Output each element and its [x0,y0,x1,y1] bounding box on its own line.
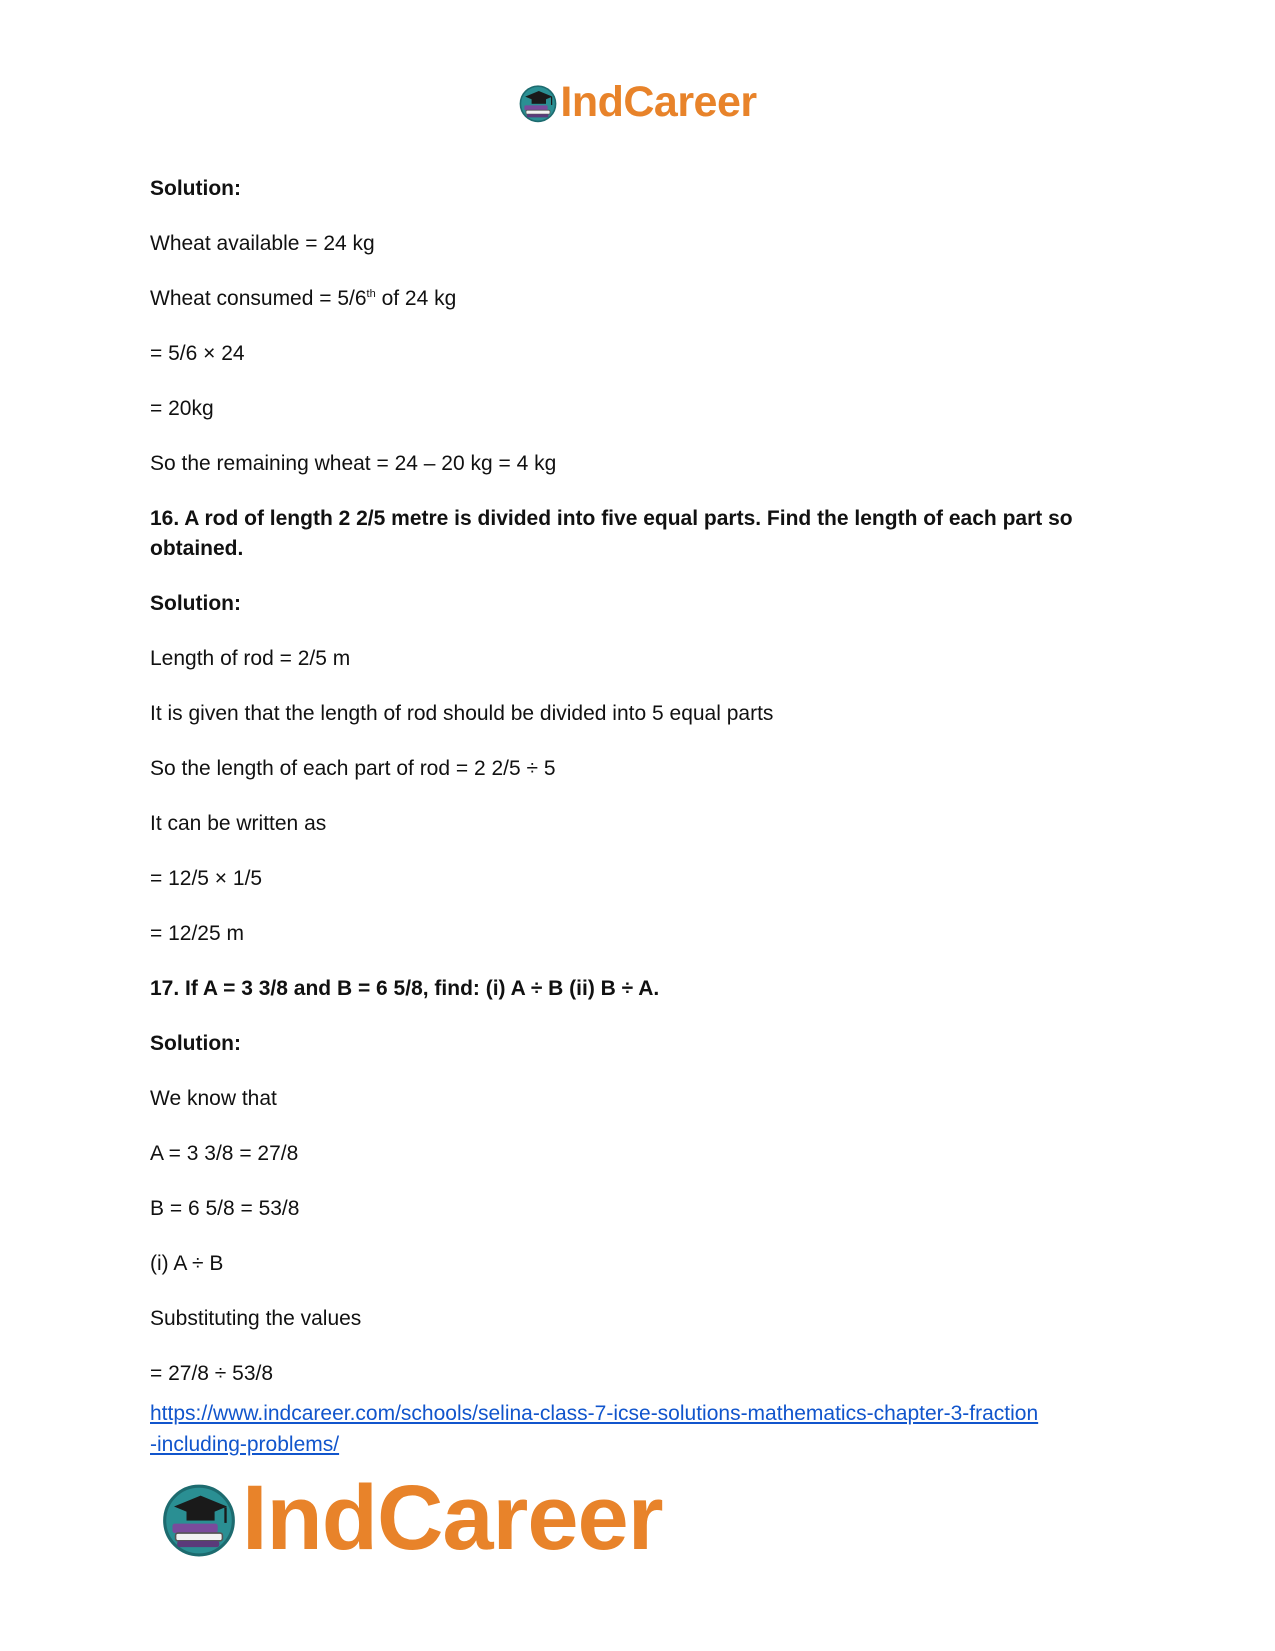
heading-line: Solution: [150,1032,241,1055]
source-link-line2: -including-problems/ [150,1433,340,1456]
source-link[interactable] [150,1402,1038,1456]
text-line: B = 6 5/8 = 53/8 [150,1197,300,1220]
text-line: We know that [150,1087,277,1110]
logo [518,78,756,127]
text-line: = 5/6 × 24 [150,342,245,365]
text-line: = 12/25 m [150,922,244,945]
heading-line: Solution: [150,177,241,200]
text-line: A = 3 3/8 = 27/8 [150,1142,299,1165]
text-line: (i) A ÷ B [150,1252,224,1275]
header-logo [0,78,1275,127]
text-line: Substituting the values [150,1307,362,1330]
text-line: = 20kg [150,397,214,420]
text-line: It is given that the length of rod should be divided into 5 equal parts [150,702,774,725]
line-text: Wheat consumed = 5/6 [150,287,367,310]
text-line: Wheat available = 24 kg [150,232,375,255]
footer-logo [160,1466,663,1571]
superscript: th [366,288,376,300]
heading-line: 17. If A = 3 3/8 and B = 6 5/8, find: (i) A ÷ B (ii) B ÷ A. [150,977,660,1000]
text-line: So the length of each part of rod = 2 2/5 ÷ 5 [150,757,556,780]
text-line [150,284,1140,314]
heading-line: Solution: [150,592,241,615]
text-line: Length of rod = 2/5 m [150,647,351,670]
text-line: It can be written as [150,812,327,835]
source-link-block [150,1398,1140,1460]
graduation-book-icon [160,1480,238,1558]
logo-text: IndCareer [560,78,757,126]
source-link-line1: https://www.indcareer.com/schools/selina-class-7-icse-solutions-mathematics-chapter-3-fraction [150,1402,1039,1425]
text-line: So the remaining wheat = 24 – 20 kg = 4 kg [150,452,557,475]
text-line: = 12/5 × 1/5 [150,867,263,890]
text-line: = 27/8 ÷ 53/8 [150,1362,274,1385]
graduation-book-icon [518,83,558,123]
heading-line: 16. A rod of length 2 2/5 metre is divided into five equal parts. Find the length of each part so obtained. [150,507,1073,560]
document-body [150,174,1140,1414]
line-text: of 24 kg [375,287,457,310]
logo-text: IndCareer [242,1467,663,1569]
